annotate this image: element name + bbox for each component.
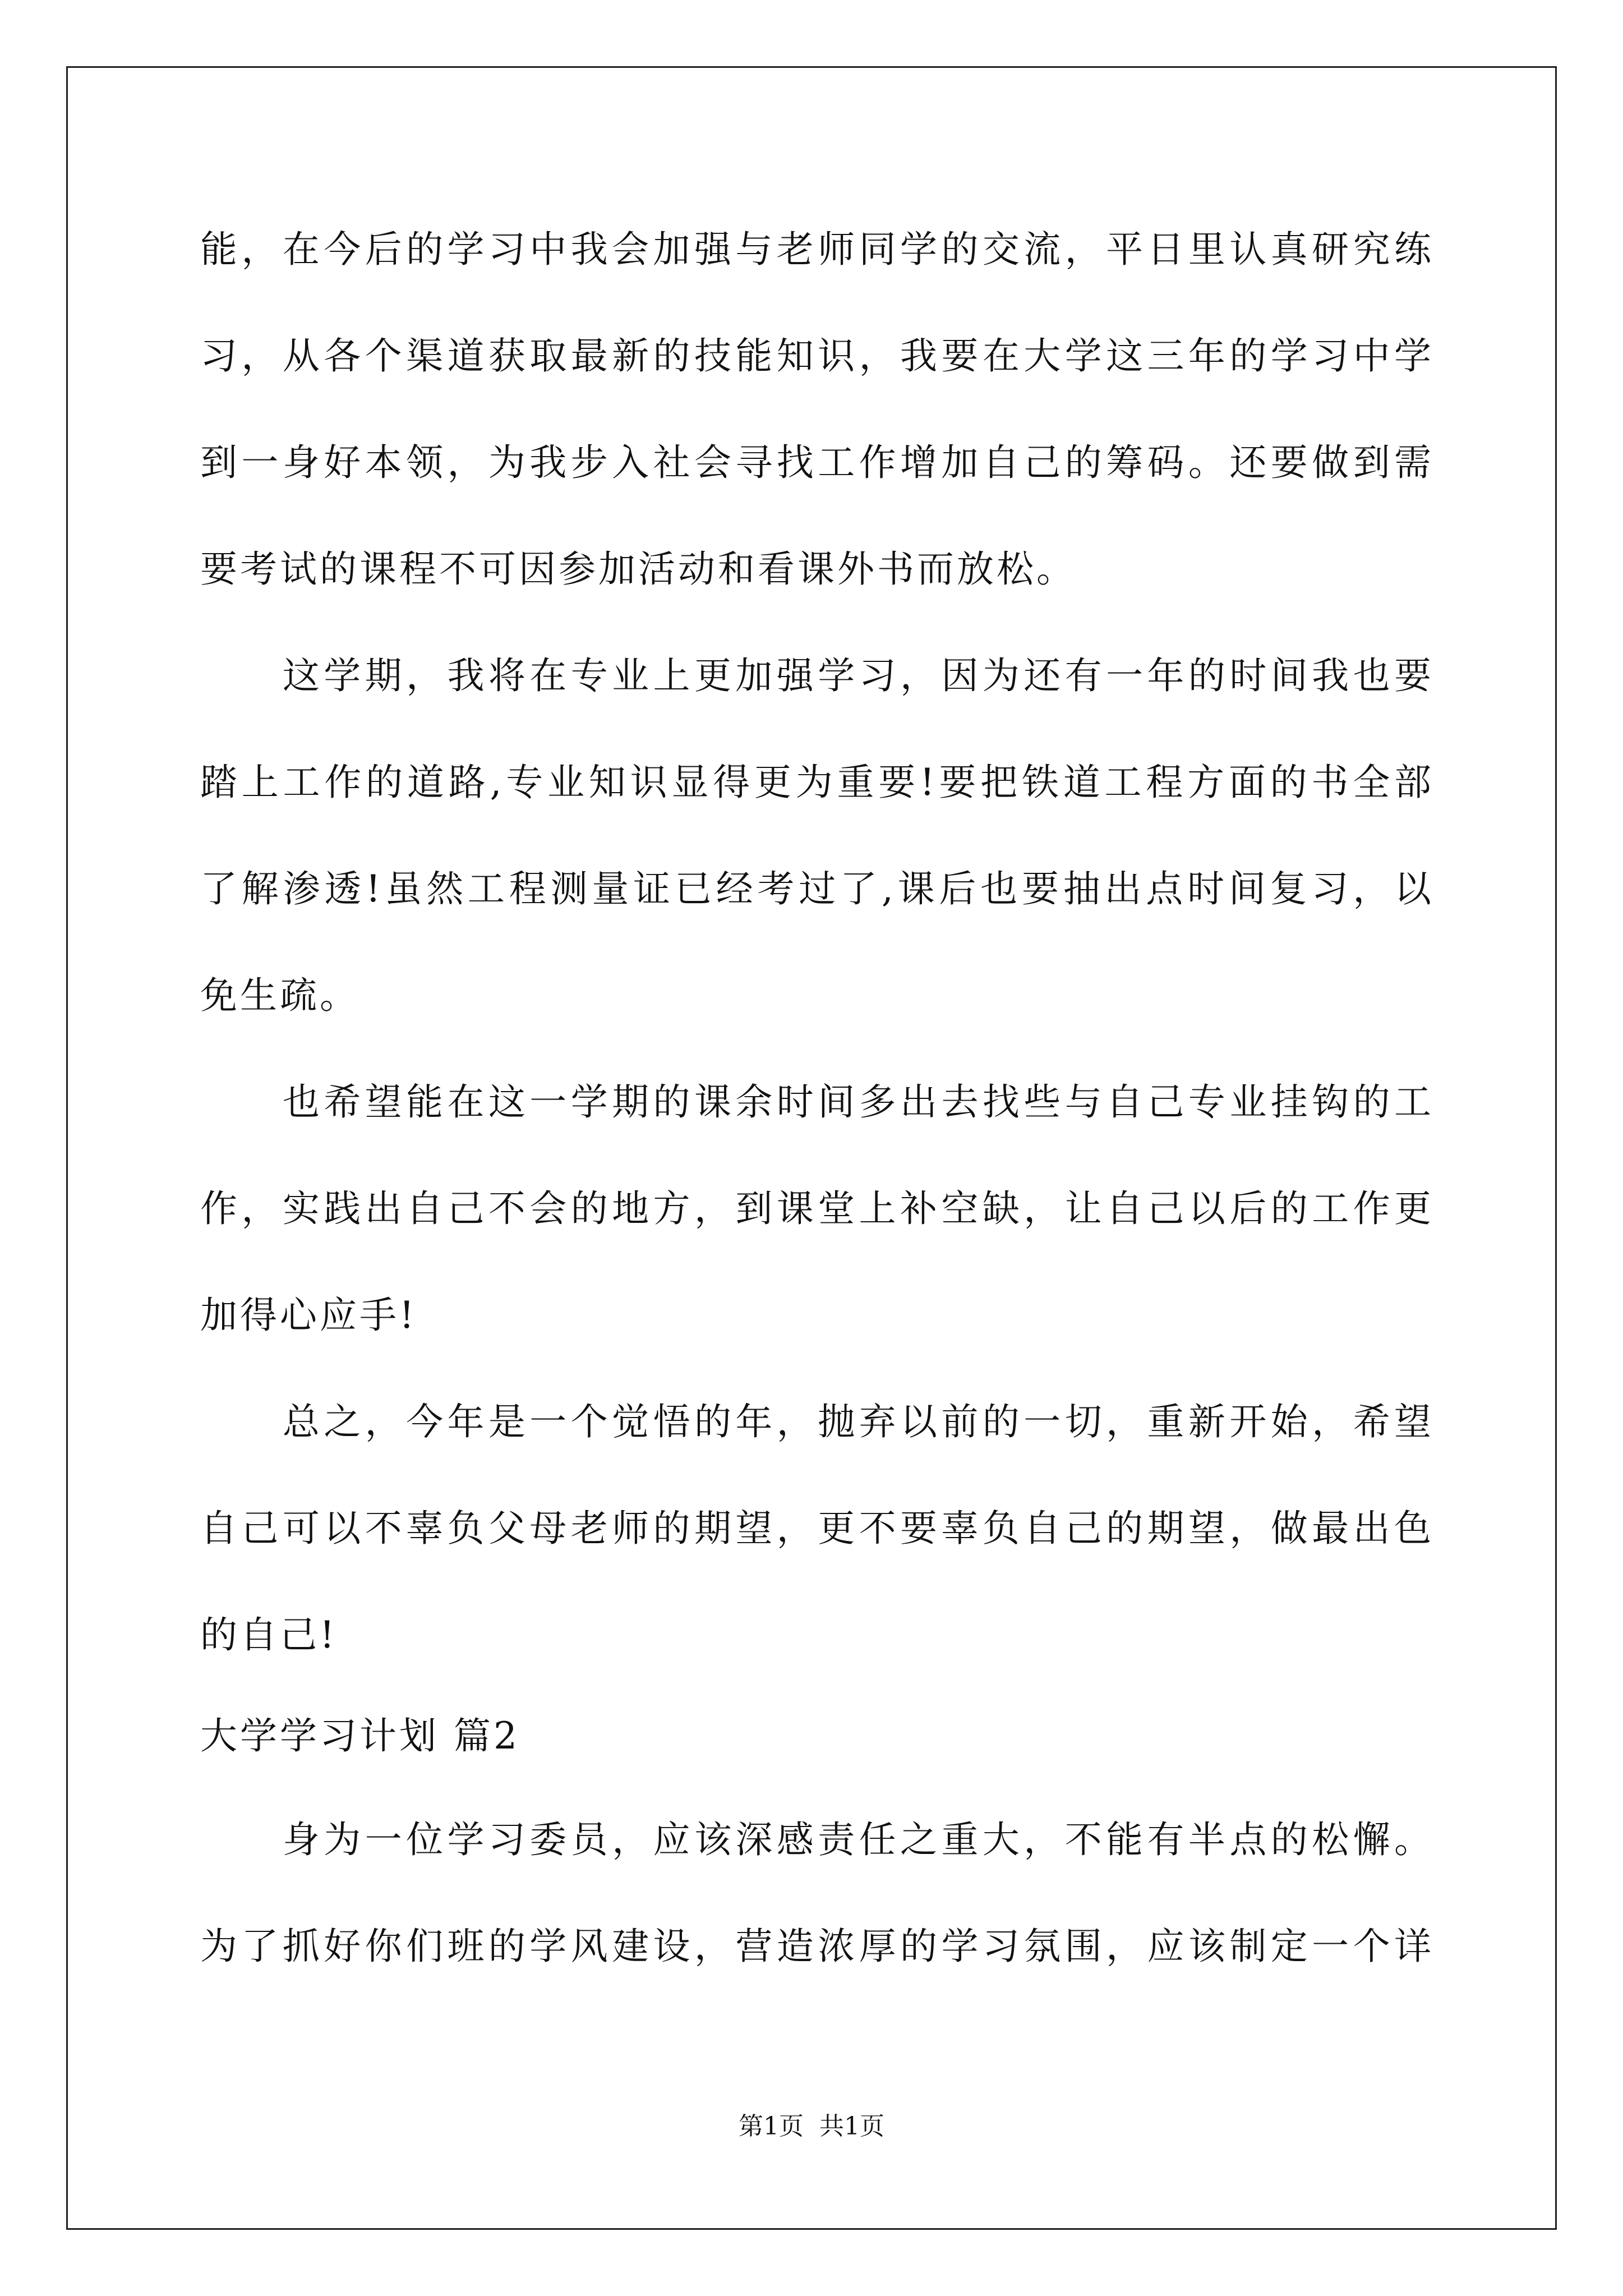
paragraph-line: 能，在今后的学习中我会加强与老师同学的交流，平日里认真研究练 xyxy=(200,228,1434,271)
paragraph-line: 加得心应手! xyxy=(200,1294,417,1337)
page-footer: 第1页 共1页 xyxy=(739,2112,884,2141)
paragraph-line: 作，实践出自己不会的地方，到课堂上补空缺，让自己以后的工作更 xyxy=(200,1187,1434,1230)
page-border xyxy=(66,66,1557,2230)
paragraph-line: 踏上工作的道路,专业知识显得更为重要!要把铁道工程方面的书全部 xyxy=(200,761,1434,804)
paragraph-line: 习，从各个渠道获取最新的技能知识，我要在大学这三年的学习中学 xyxy=(200,334,1434,378)
paragraph-line: 的自己! xyxy=(200,1613,338,1657)
paragraph-line: 要考试的课程不可因参加活动和看课外书而放松。 xyxy=(200,547,1076,591)
paragraph-line: 到一身好本领，为我步入社会寻找工作增加自己的筹码。还要做到需 xyxy=(200,441,1434,484)
paragraph-line: 免生疏。 xyxy=(200,974,359,1017)
paragraph-line: 为了抓好你们班的学风建设，营造浓厚的学习氛围，应该制定一个详 xyxy=(200,1925,1434,1968)
paragraph-line: 总之，今年是一个觉悟的年，抛弃以前的一切，重新开始，希望 xyxy=(200,1400,1434,1443)
paragraph-line: 身为一位学习委员，应该深感责任之重大，不能有半点的松懈。 xyxy=(200,1818,1434,1861)
paragraph-line: 这学期，我将在专业上更加强学习，因为还有一年的时间我也要 xyxy=(200,654,1434,697)
paragraph-line: 自己可以不辜负父母老师的期望，更不要辜负自己的期望，做最出色 xyxy=(200,1507,1434,1550)
section-heading: 大学学习计划 篇2 xyxy=(200,1714,520,1757)
paragraph-line: 了解渗透!虽然工程测量证已经考过了,课后也要抽出点时间复习，以 xyxy=(200,867,1434,910)
paragraph-line: 也希望能在这一学期的课余时间多出去找些与自己专业挂钩的工 xyxy=(200,1080,1434,1124)
